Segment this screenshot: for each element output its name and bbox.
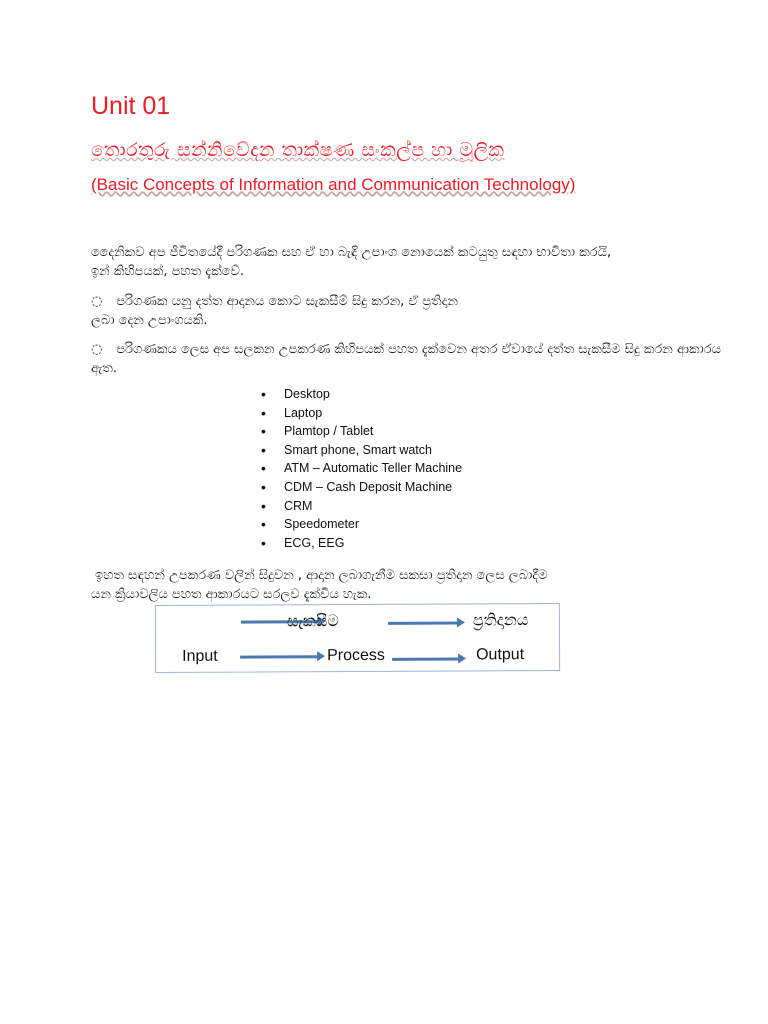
ring-bullet-icon: ◌ (91, 294, 103, 309)
list-item: • ECG, EEG (261, 534, 462, 553)
intro-paragraph (91, 243, 741, 281)
ring-bullet-icon: ◌ (91, 342, 103, 357)
list-item: • Plamtop / Tablet (261, 422, 462, 441)
list-item: • Smart phone, Smart watch (261, 441, 462, 460)
list-item: • Desktop (261, 385, 462, 404)
definition-paragraph (91, 292, 741, 330)
definition-line-1: පරිගණක යනු දත්ත ආදානය කොට සැකසීම් සිදු කරන, ඒ ප්‍රතිදාන (116, 294, 458, 309)
process-line-1: ඉහත සඳහන් උපකරණ වලින් සිදුවන , ආදාන ලබාගැනීම සකසා ප්‍රතිදාන ලෙස ලබාදීම (95, 568, 548, 583)
ipo-diagram (155, 603, 560, 673)
process-line-2: යන ක්‍රියාවලිය පහත ආකාරයට සරලව දැක්විය හැක. (91, 587, 372, 602)
intro-line-1: දෛනිකව අප ජීවිතයේදී පරිගණක සහ ඒ හා බැඳි උපාංග නොයෙක් කටයුතු සඳහා භාවිතා කරයි, (91, 245, 612, 260)
arrow-icon (388, 621, 458, 624)
list-item: • Laptop (261, 404, 462, 423)
devices-intro-paragraph (91, 340, 741, 378)
intro-line-2: ඉන් කිහිපයක්, පහත දැක්වේ. (91, 264, 244, 279)
process-paragraph (91, 566, 741, 604)
diagram-process-label: Process (327, 646, 385, 665)
diagram-sinhala-output: ප්‍රතිදානය (472, 610, 529, 630)
list-item: • ATM – Automatic Teller Machine (261, 459, 462, 478)
english-subtitle (91, 175, 575, 195)
arrow-icon (392, 657, 459, 660)
sinhala-title (91, 139, 504, 161)
diagram-output-label: Output (476, 646, 525, 664)
list-item: • CDM – Cash Deposit Machine (261, 478, 462, 497)
english-subtitle-text: (Basic Concepts of Information and Communication Technology) (91, 175, 576, 194)
list-item: • Speedometer (261, 515, 462, 534)
devices-intro-line-1: පරිගණකය ලෙස අප සලකන උපකරණ කිහිපයක් පහත දැක්වෙන අතර ඒවායේ දත්ත සැකසීම සිදු කරන ආකාරය (116, 342, 721, 357)
unit-heading: Unit 01 (91, 92, 171, 120)
definition-line-2: ලබා දෙන උපාංගයකි. (91, 313, 208, 328)
diagram-sinhala-process: සැකසීම (286, 611, 339, 631)
device-list (261, 385, 462, 552)
diagram-input-label: Input (182, 647, 218, 665)
devices-intro-line-2: ඇත. (91, 361, 117, 376)
list-item: • CRM (261, 497, 462, 516)
sinhala-title-text: තොරතුරු සන්නිවේදන තාක්ෂණ සංකල්ප හා මූලික (91, 139, 505, 161)
arrow-icon (240, 655, 318, 658)
